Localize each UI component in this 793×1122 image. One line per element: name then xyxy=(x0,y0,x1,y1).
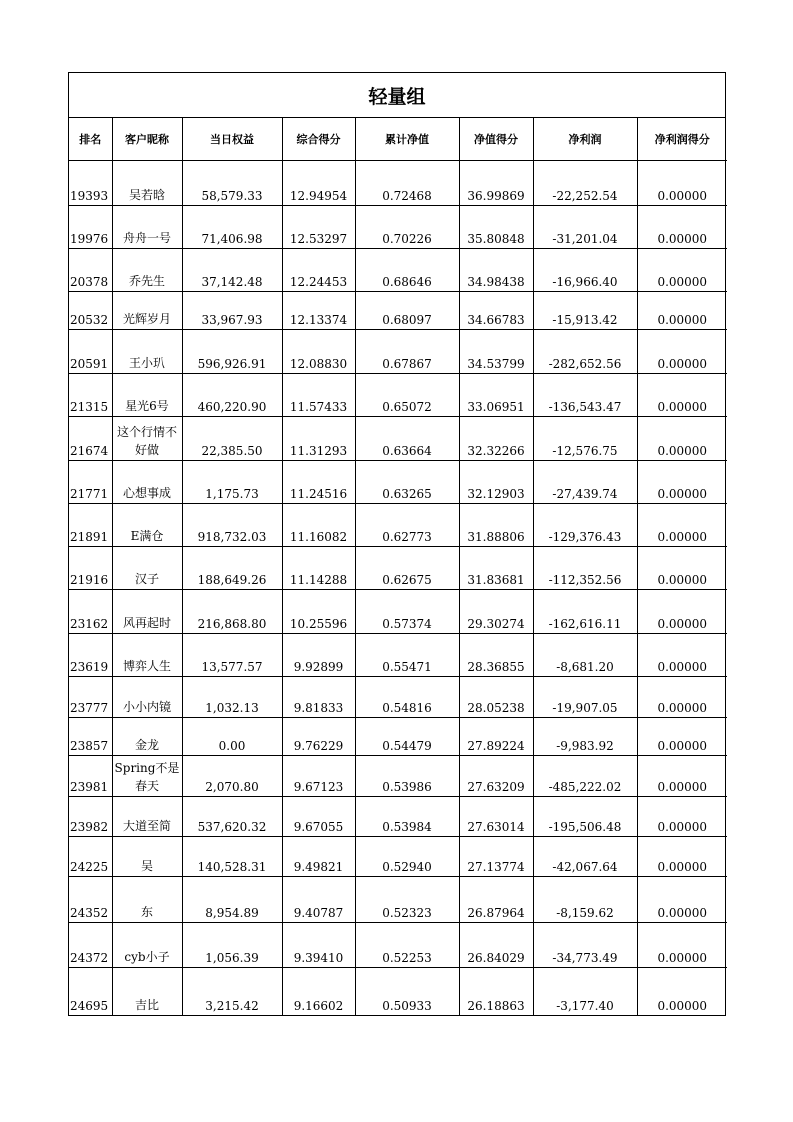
nav-cell: 0.54479 xyxy=(355,718,459,756)
profit-cell: -27,439.74 xyxy=(533,461,637,504)
rank-cell: 19393 xyxy=(69,161,112,206)
profit-cell: -8,159.62 xyxy=(533,877,637,923)
nickname-cell: 小小内镜 xyxy=(112,677,182,718)
nickname-cell: 舟舟一号 xyxy=(112,206,182,249)
rank-cell: 20378 xyxy=(69,249,112,292)
col-header-nickname: 客户昵称 xyxy=(112,118,182,161)
rank-cell: 24352 xyxy=(69,877,112,923)
score-cell: 9.67055 xyxy=(282,797,355,837)
table-row xyxy=(69,634,727,677)
col-header-rank: 排名 xyxy=(69,118,112,161)
nav-cell: 0.53984 xyxy=(355,797,459,837)
profit-cell: -8,681.20 xyxy=(533,634,637,677)
nav-cell: 0.70226 xyxy=(355,206,459,249)
nav-cell: 0.52940 xyxy=(355,837,459,877)
table-row xyxy=(69,417,727,461)
nav-cell: 0.52323 xyxy=(355,877,459,923)
rank-cell: 24372 xyxy=(69,923,112,968)
table-row xyxy=(69,161,727,206)
nickname-cell: 王小玐 xyxy=(112,330,182,374)
profit-cell: -136,543.47 xyxy=(533,374,637,417)
table-row xyxy=(69,877,727,923)
profit-score-cell: 0.00000 xyxy=(637,756,727,797)
score-cell: 12.24453 xyxy=(282,249,355,292)
profit-score-cell: 0.00000 xyxy=(637,877,727,923)
table-row xyxy=(69,547,727,590)
nav-score-cell: 36.99869 xyxy=(459,161,533,206)
profit-cell: -162,616.11 xyxy=(533,590,637,634)
profit-score-cell: 0.00000 xyxy=(637,677,727,718)
rank-cell: 23981 xyxy=(69,756,112,797)
nav-cell: 0.50933 xyxy=(355,968,459,1015)
equity-cell: 460,220.90 xyxy=(182,374,282,417)
score-cell: 9.67123 xyxy=(282,756,355,797)
profit-cell: -42,067.64 xyxy=(533,837,637,877)
profit-score-cell: 0.00000 xyxy=(637,292,727,330)
rank-cell: 23777 xyxy=(69,677,112,718)
equity-cell: 71,406.98 xyxy=(182,206,282,249)
rank-cell: 23162 xyxy=(69,590,112,634)
nickname-cell: 光辉岁月 xyxy=(112,292,182,330)
profit-cell: -16,966.40 xyxy=(533,249,637,292)
nav-score-cell: 32.32266 xyxy=(459,417,533,461)
equity-cell: 58,579.33 xyxy=(182,161,282,206)
profit-score-cell: 0.00000 xyxy=(637,417,727,461)
nickname-cell: cyb小子 xyxy=(112,923,182,968)
nickname-cell: 金龙 xyxy=(112,718,182,756)
nav-score-cell: 27.63014 xyxy=(459,797,533,837)
table-row xyxy=(69,756,727,797)
equity-cell: 1,175.73 xyxy=(182,461,282,504)
profit-cell: -22,252.54 xyxy=(533,161,637,206)
nav-score-cell: 27.89224 xyxy=(459,718,533,756)
nickname-cell: 博弈人生 xyxy=(112,634,182,677)
sheet-title: 轻量组 xyxy=(69,73,725,118)
nickname-cell: 吉比 xyxy=(112,968,182,1015)
rank-cell: 24225 xyxy=(69,837,112,877)
nav-cell: 0.62773 xyxy=(355,504,459,547)
nickname-cell: Spring不是春天 xyxy=(112,756,182,797)
table-row xyxy=(69,797,727,837)
col-header-profit: 净利润 xyxy=(533,118,637,161)
nav-score-cell: 29.30274 xyxy=(459,590,533,634)
header-row xyxy=(69,118,727,161)
rank-cell: 21916 xyxy=(69,547,112,590)
score-cell: 11.14288 xyxy=(282,547,355,590)
rank-cell: 20591 xyxy=(69,330,112,374)
profit-cell: -3,177.40 xyxy=(533,968,637,1015)
score-cell: 9.49821 xyxy=(282,837,355,877)
nav-score-cell: 26.18863 xyxy=(459,968,533,1015)
ranking-sheet xyxy=(68,72,726,1016)
nav-cell: 0.57374 xyxy=(355,590,459,634)
rank-cell: 23857 xyxy=(69,718,112,756)
score-cell: 11.31293 xyxy=(282,417,355,461)
nav-score-cell: 27.13774 xyxy=(459,837,533,877)
nav-score-cell: 34.66783 xyxy=(459,292,533,330)
score-cell: 12.53297 xyxy=(282,206,355,249)
table-row xyxy=(69,292,727,330)
profit-cell: -112,352.56 xyxy=(533,547,637,590)
score-cell: 9.16602 xyxy=(282,968,355,1015)
nav-score-cell: 28.36855 xyxy=(459,634,533,677)
profit-score-cell: 0.00000 xyxy=(637,330,727,374)
profit-score-cell: 0.00000 xyxy=(637,374,727,417)
nickname-cell: 东 xyxy=(112,877,182,923)
equity-cell: 0.00 xyxy=(182,718,282,756)
nickname-cell: 风再起时 xyxy=(112,590,182,634)
profit-cell: -31,201.04 xyxy=(533,206,637,249)
nav-cell: 0.67867 xyxy=(355,330,459,374)
table-row xyxy=(69,330,727,374)
table-row xyxy=(69,837,727,877)
equity-cell: 537,620.32 xyxy=(182,797,282,837)
nav-cell: 0.54816 xyxy=(355,677,459,718)
nickname-cell: 心想事成 xyxy=(112,461,182,504)
profit-cell: -485,222.02 xyxy=(533,756,637,797)
profit-score-cell: 0.00000 xyxy=(637,206,727,249)
nav-cell: 0.68646 xyxy=(355,249,459,292)
score-cell: 9.76229 xyxy=(282,718,355,756)
score-cell: 9.39410 xyxy=(282,923,355,968)
equity-cell: 140,528.31 xyxy=(182,837,282,877)
nav-score-cell: 32.12903 xyxy=(459,461,533,504)
profit-score-cell: 0.00000 xyxy=(637,923,727,968)
table-row xyxy=(69,249,727,292)
profit-score-cell: 0.00000 xyxy=(637,718,727,756)
col-header-nav: 累计净值 xyxy=(355,118,459,161)
nav-score-cell: 35.80848 xyxy=(459,206,533,249)
profit-score-cell: 0.00000 xyxy=(637,968,727,1015)
profit-cell: -129,376.43 xyxy=(533,504,637,547)
equity-cell: 3,215.42 xyxy=(182,968,282,1015)
profit-score-cell: 0.00000 xyxy=(637,461,727,504)
nav-score-cell: 31.83681 xyxy=(459,547,533,590)
table-row xyxy=(69,504,727,547)
score-cell: 12.13374 xyxy=(282,292,355,330)
nav-cell: 0.62675 xyxy=(355,547,459,590)
rank-cell: 24695 xyxy=(69,968,112,1015)
score-cell: 9.92899 xyxy=(282,634,355,677)
rank-cell: 21771 xyxy=(69,461,112,504)
rank-cell: 23619 xyxy=(69,634,112,677)
nav-cell: 0.63664 xyxy=(355,417,459,461)
nickname-cell: 这个行情不好做 xyxy=(112,417,182,461)
nickname-cell: 吴若晗 xyxy=(112,161,182,206)
profit-score-cell: 0.00000 xyxy=(637,634,727,677)
equity-cell: 33,967.93 xyxy=(182,292,282,330)
profit-score-cell: 0.00000 xyxy=(637,797,727,837)
rank-cell: 23982 xyxy=(69,797,112,837)
profit-cell: -12,576.75 xyxy=(533,417,637,461)
table-row xyxy=(69,923,727,968)
nav-cell: 0.72468 xyxy=(355,161,459,206)
profit-score-cell: 0.00000 xyxy=(637,590,727,634)
table-row xyxy=(69,590,727,634)
score-cell: 9.81833 xyxy=(282,677,355,718)
nav-score-cell: 26.87964 xyxy=(459,877,533,923)
nav-cell: 0.53986 xyxy=(355,756,459,797)
equity-cell: 188,649.26 xyxy=(182,547,282,590)
profit-cell: -34,773.49 xyxy=(533,923,637,968)
nav-score-cell: 27.63209 xyxy=(459,756,533,797)
equity-cell: 1,032.13 xyxy=(182,677,282,718)
equity-cell: 8,954.89 xyxy=(182,877,282,923)
nav-cell: 0.55471 xyxy=(355,634,459,677)
rank-cell: 21315 xyxy=(69,374,112,417)
col-header-equity: 当日权益 xyxy=(182,118,282,161)
equity-cell: 216,868.80 xyxy=(182,590,282,634)
profit-score-cell: 0.00000 xyxy=(637,249,727,292)
nickname-cell: 汉子 xyxy=(112,547,182,590)
table-row xyxy=(69,677,727,718)
col-header-profit-score: 净利润得分 xyxy=(637,118,727,161)
profit-score-cell: 0.00000 xyxy=(637,547,727,590)
equity-cell: 37,142.48 xyxy=(182,249,282,292)
table-row xyxy=(69,461,727,504)
profit-cell: -15,913.42 xyxy=(533,292,637,330)
rank-cell: 20532 xyxy=(69,292,112,330)
equity-cell: 918,732.03 xyxy=(182,504,282,547)
table-row xyxy=(69,718,727,756)
score-cell: 11.57433 xyxy=(282,374,355,417)
nickname-cell: 大道至简 xyxy=(112,797,182,837)
profit-cell: -282,652.56 xyxy=(533,330,637,374)
nav-cell: 0.52253 xyxy=(355,923,459,968)
table-row xyxy=(69,206,727,249)
nickname-cell: 乔先生 xyxy=(112,249,182,292)
nav-score-cell: 28.05238 xyxy=(459,677,533,718)
table-row xyxy=(69,374,727,417)
profit-cell: -195,506.48 xyxy=(533,797,637,837)
table-row xyxy=(69,968,727,1015)
score-cell: 11.16082 xyxy=(282,504,355,547)
equity-cell: 1,056.39 xyxy=(182,923,282,968)
nickname-cell: 星光6号 xyxy=(112,374,182,417)
equity-cell: 13,577.57 xyxy=(182,634,282,677)
col-header-score: 综合得分 xyxy=(282,118,355,161)
score-cell: 11.24516 xyxy=(282,461,355,504)
rank-cell: 21674 xyxy=(69,417,112,461)
col-header-nav-score: 净值得分 xyxy=(459,118,533,161)
nickname-cell: 吴 xyxy=(112,837,182,877)
equity-cell: 22,385.50 xyxy=(182,417,282,461)
nav-score-cell: 31.88806 xyxy=(459,504,533,547)
score-cell: 12.94954 xyxy=(282,161,355,206)
nickname-cell: E满仓 xyxy=(112,504,182,547)
nav-score-cell: 33.06951 xyxy=(459,374,533,417)
profit-cell: -9,983.92 xyxy=(533,718,637,756)
nav-cell: 0.63265 xyxy=(355,461,459,504)
score-cell: 10.25596 xyxy=(282,590,355,634)
ranking-table xyxy=(69,118,727,1015)
equity-cell: 2,070.80 xyxy=(182,756,282,797)
profit-score-cell: 0.00000 xyxy=(637,837,727,877)
rank-cell: 21891 xyxy=(69,504,112,547)
rank-cell: 19976 xyxy=(69,206,112,249)
nav-cell: 0.68097 xyxy=(355,292,459,330)
score-cell: 9.40787 xyxy=(282,877,355,923)
equity-cell: 596,926.91 xyxy=(182,330,282,374)
profit-score-cell: 0.00000 xyxy=(637,504,727,547)
score-cell: 12.08830 xyxy=(282,330,355,374)
profit-cell: -19,907.05 xyxy=(533,677,637,718)
nav-score-cell: 26.84029 xyxy=(459,923,533,968)
nav-cell: 0.65072 xyxy=(355,374,459,417)
nav-score-cell: 34.98438 xyxy=(459,249,533,292)
nav-score-cell: 34.53799 xyxy=(459,330,533,374)
profit-score-cell: 0.00000 xyxy=(637,161,727,206)
